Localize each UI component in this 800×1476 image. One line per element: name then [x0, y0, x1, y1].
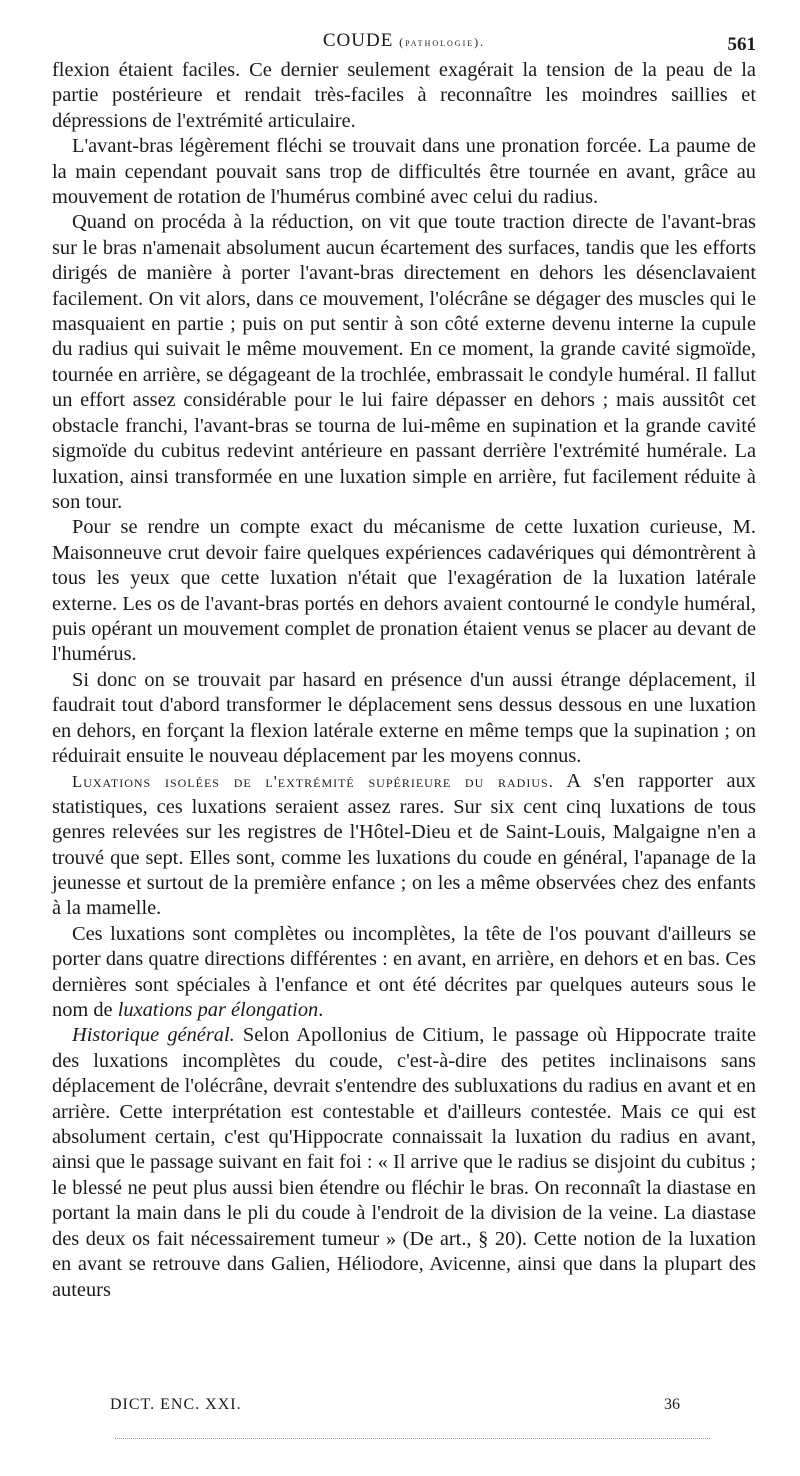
running-header	[52, 0, 756, 58]
paragraph-4: Pour se rendre un compte exact du mécanisme de cette luxation curieuse, M. Maisonneuve crut devoir faire quelques expériences cadavériques qui démontrèrent à tous les yeux que cette luxation n'était que l'exagération de la luxation latérale externe. Les os de l'avant-bras portés en dehors avaient contourné le condyle huméral, puis opérant un mouvement complet de pronation étaient venus se placer au devant de l'humérus.	[52, 516, 756, 666]
paragraph-3: Quand on procéda à la réduction, on vit que toute traction directe de l'avant-bras sur le bras n'amenait absolument aucun écartement des surfaces, tandis que les efforts dirigés de manière à porter l'avant-bras directement en dehors les désenclavaient facilement. On vit alors, dans ce mouvement, l'olécrâne se dégager des muscles qui le masquaient en partie ; puis on put sentir à son côté externe devenu interne la cupule du radius qui suivait le même mouvement. En ce moment, la grande cavité sigmoïde, tournée en arrière, se dégageant de la trochlée, embrassait le condyle huméral. Il fallut un effort assez considérable pour le lui faire dépasser en dehors ; mais aussitôt cet obstacle franchi, l'avant-bras se tourna de lui-même en supination et la grande cavité sigmoïde du cubitus redevint antérieure en passant derrière l'extrémité humérale. La luxation, ainsi transformée en une luxation simple en arrière, fut facilement réduite à son tour.	[52, 211, 756, 513]
running-title-sub: (pathologie).	[399, 35, 486, 49]
running-title-main: COUDE	[322, 30, 394, 51]
paragraph-8-text: Selon Apollonius de Citium, le passage où Hippocrate traite des luxations incomplètes du coude, c'est-à-dire des petites inclinaisons sans déplacement de l'olécrâne, devrait s'entendre des subluxations du radius en avant et en arrière. Cette interprétation est contestable et d'ailleurs contestée. Mais ce qui est absolument certain, c'est qu'Hippocrate connaissait la luxation du radius en avant, ainsi que le passage suivant en fait foi : « Il arrive que le radius se disjoint du cubitus ; le blessé ne peut plus aussi bien étendre ou fléchir le bras. On reconnaît la diastase en portant la main dans le pli du coude à l'endroit de la division de la veine. La diastase des deux os fait nécessairement tumeur » (De art., § 20). Cette notion de la luxation en avant se retrouve dans Galien, Héliodore, Avicenne, ainsi que dans la plupart des auteurs	[52, 1024, 756, 1301]
paragraph-5: Si donc on se trouvait par hasard en présence d'un aussi étrange déplacement, il faudrait tout d'abord transformer le déplacement sens dessus dessous en une luxation en dehors, en forçant la flexion latérale externe en même temps que la supination ; on réduirait ensuite le nouveau déplacement par les moyens connus.	[52, 668, 756, 767]
running-title	[52, 30, 756, 52]
paragraph-6	[52, 769, 756, 921]
paragraph-6-text: A s'en rapporter aux statistiques, ces luxations seraient assez rares. Sur six cent cinq luxations de tous genres relevées sur les registres de l'Hôtel-Dieu et de Saint-Louis, Malgaigne n'en a trouvé que sept. Elles sont, comme les luxations du coude en général, l'apanage de la jeunesse et surtout de la première enfance ; on les a même observées chez des enfants à la mamelle.	[52, 770, 756, 920]
paragraph-1: flexion étaient faciles. Ce dernier seulement exagérait la tension de la peau de la partie postérieure et rendait très-faciles à reconnaître les moindres saillies et dépressions de l'extrémité articulaire.	[52, 59, 756, 132]
paragraph-7-text: Ces luxations sont complètes ou incomplètes, la tête de l'os pouvant d'ailleurs se porter dans quatre directions différentes : en avant, en arrière, en dehors et en bas. Ces dernières sont spéciales à l'enfance et ont été décrites par quelques auteurs sous le nom de	[52, 922, 756, 1022]
signature-number: 36	[664, 1396, 680, 1413]
section-heading: Luxations isolées de l'extrémité supérieure du radius.	[72, 772, 554, 792]
page-number: 561	[727, 34, 756, 55]
subsection-heading: Historique général.	[72, 1024, 235, 1047]
paragraph-7-italic: luxations par élongation	[117, 999, 319, 1022]
signature-mark: DICT. ENC. XXI.	[110, 1396, 242, 1413]
paragraph-8	[52, 1023, 756, 1302]
bottom-rule	[115, 1438, 710, 1439]
paragraph-7	[52, 922, 756, 1024]
paragraph-7-tail: .	[318, 999, 324, 1022]
main-text	[52, 58, 756, 1303]
paragraph-2: L'avant-bras légèrement fléchi se trouvait dans une pronation forcée. La paume de la main cependant pouvait sans trop de difficultés être tournée en avant, grâce au mouvement de rotation de l'humérus combiné avec celui du radius.	[52, 135, 756, 209]
